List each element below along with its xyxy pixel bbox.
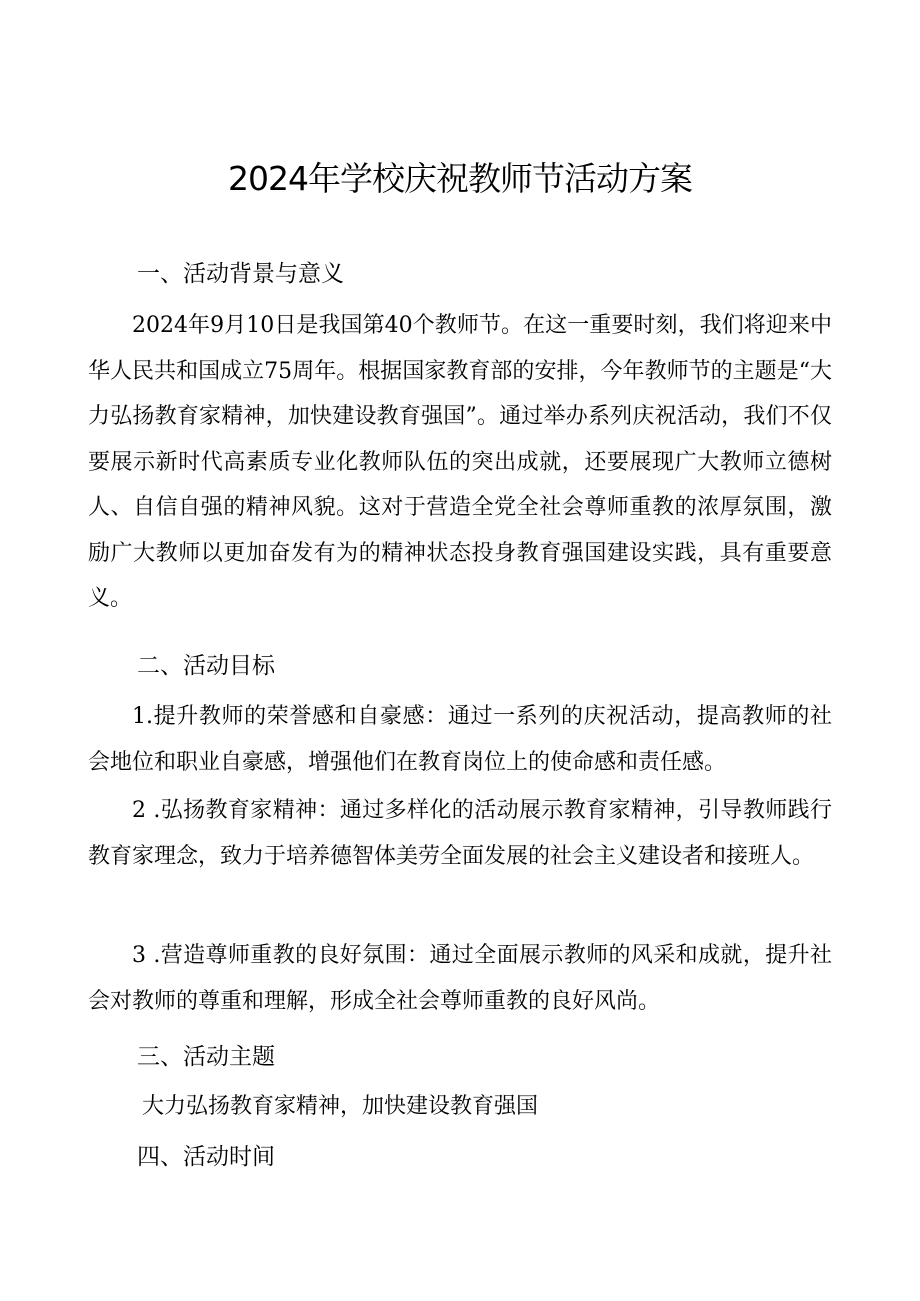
- section-heading-background: 一、活动背景与意义: [137, 261, 344, 287]
- theme-text: 大力弘扬教育家精神，加快建设教育强国: [142, 1094, 539, 1119]
- goal-item-2: 2 .弘扬教育家精神：通过多样化的活动展示教育家精神，引导教师践行教育家理念，致力于培养德智体美劳全面发展的社会主义建设者和接班人。: [88, 798, 832, 869]
- goal-item-3: 3 .营造尊师重教的良好氛围：通过全面展示教师的风采和成就，提升社会对教师的尊重和理解，形成全社会尊师重教的良好风尚。: [88, 943, 832, 1014]
- section-heading-time: 四、活动时间: [137, 1144, 275, 1170]
- section-heading-goals: 二、活动目标: [137, 653, 275, 679]
- document-title: 2024年学校庆祝教师节活动方案: [228, 159, 692, 198]
- goal-item-1: 1.提升教师的荣誉感和自豪感：通过一系列的庆祝活动，提高教师的社会地位和职业自豪感，增强他们在教育岗位上的使命感和责任感。: [88, 704, 832, 775]
- paragraph-background: 2024年9月10日是我国第40个教师节。在这一重要时刻，我们将迎来中华人民共和国成立75周年。根据国家教育部的安排，今年教师节的主题是“大力弘扬教育家精神，加快建设教育强国”。通过举办系列庆祝活动，我们不仅要展示新时代高素质专业化教师队伍的突出成就，还要展现广大教师立德树人、自信自强的精神风貌。这对于营造全党全社会尊师重教的浓厚氛围，激励广大教师以更加奋发有为的精神状态投身教育强国建设实践，具有重要意义。: [88, 313, 832, 611]
- section-heading-theme: 三、活动主题: [137, 1044, 275, 1070]
